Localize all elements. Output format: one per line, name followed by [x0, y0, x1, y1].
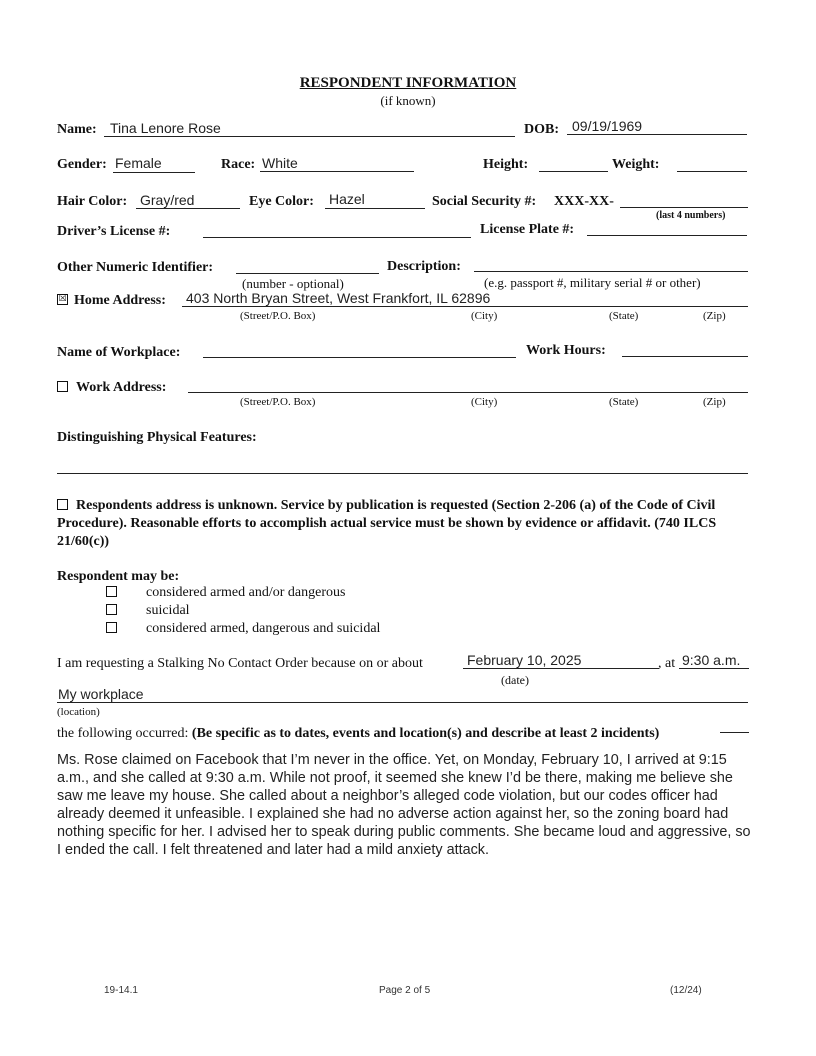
- occurred-lead: the following occurred:: [57, 726, 189, 741]
- work-address-checkbox[interactable]: [57, 381, 68, 392]
- unknown-address-text: Respondents address is unknown. Service by publication is requested (Section 2-206 (a) of the Code of Civil Procedure). Reasonable efforts to accomplish actual service must be shown by evidence or affidavit. (740 ILCS 21/60(c)): [57, 498, 717, 549]
- description-note: (e.g. passport #, military serial # or other): [484, 275, 701, 290]
- eye-label: Eye Color:: [249, 194, 314, 209]
- location-field[interactable]: My workplace: [58, 686, 144, 702]
- home-street-note: (Street/P.O. Box): [240, 310, 316, 322]
- page-title: RESPONDENT INFORMATION: [299, 75, 517, 91]
- location-note: (location): [57, 706, 100, 718]
- request-date-note: (date): [501, 673, 529, 687]
- other-id-note: (number - optional): [242, 276, 344, 291]
- occurred-instruction: (Be specific as to dates, events and location(s) and describe at least 2 incidents): [191, 726, 660, 741]
- may-be-checkbox-suicidal[interactable]: [106, 604, 117, 615]
- may-be-checkbox-all[interactable]: [106, 622, 117, 633]
- race-field[interactable]: White: [262, 155, 298, 171]
- name-field[interactable]: Tina Lenore Rose: [110, 120, 221, 136]
- dob-field[interactable]: 09/19/1969: [572, 118, 643, 134]
- request-time-field[interactable]: 9:30 a.m.: [682, 652, 741, 668]
- unknown-address-paragraph: [57, 497, 757, 551]
- work-hours-label: Work Hours:: [526, 343, 606, 358]
- work-city-note: (City): [471, 396, 498, 408]
- occurred-line: [57, 726, 659, 742]
- gender-field[interactable]: Female: [115, 155, 162, 171]
- work-zip-note: (Zip): [703, 396, 726, 408]
- work-street-note: (Street/P.O. Box): [240, 396, 316, 408]
- request-at: , at: [658, 656, 676, 671]
- footer-page-number: Page 2 of 5: [379, 985, 431, 996]
- may-be-option-text: suicidal: [146, 603, 190, 618]
- name-label: Name:: [57, 122, 97, 137]
- home-city-note: (City): [471, 310, 498, 322]
- may-be-label: Respondent may be:: [57, 569, 180, 584]
- work-address-label-text: Work Address:: [76, 380, 167, 395]
- features-label: Distinguishing Physical Features:: [57, 430, 257, 445]
- description-label: Description:: [387, 259, 461, 274]
- other-id-label: Other Numeric Identifier:: [57, 260, 214, 275]
- may-be-option-text: considered armed, dangerous and suicidal: [146, 621, 381, 636]
- home-address-label: [57, 293, 166, 309]
- race-label: Race:: [221, 157, 256, 172]
- hair-field[interactable]: Gray/red: [140, 192, 195, 208]
- may-be-option: [106, 621, 380, 637]
- license-plate-label: License Plate #:: [480, 222, 575, 237]
- may-be-checkbox-armed[interactable]: [106, 586, 117, 597]
- workplace-label: Name of Workplace:: [57, 345, 181, 360]
- request-date-field[interactable]: February 10, 2025: [467, 652, 582, 668]
- may-be-option: [106, 603, 190, 619]
- ssn-note: (last 4 numbers): [656, 210, 726, 221]
- home-zip-note: (Zip): [703, 310, 726, 322]
- home-state-note: (State): [609, 310, 639, 322]
- home-address-field[interactable]: 403 North Bryan Street, West Frankfort, IL 62896: [186, 290, 491, 306]
- ssn-prefix: XXX-XX-: [554, 194, 614, 209]
- hair-label: Hair Color:: [57, 194, 128, 209]
- request-text: I am requesting a Stalking No Contact Order because on or about: [57, 656, 423, 671]
- may-be-option-text: considered armed and/or dangerous: [146, 585, 346, 600]
- work-address-label: [57, 380, 166, 396]
- home-address-label-text: Home Address:: [74, 293, 166, 308]
- home-address-checkbox[interactable]: ☒: [58, 294, 67, 305]
- dob-label: DOB:: [524, 122, 559, 137]
- height-label: Height:: [483, 157, 529, 172]
- page-subtitle: (if known): [380, 93, 436, 108]
- incident-narrative[interactable]: Ms. Rose claimed on Facebook that I’m never in the office. Yet, on Monday, February 10, I arrived at 9:15 a.m., and she called at 9:30 a.m. While not proof, it seemed she knew I’d be there, making me believe she saw me leave my house. She called about a neighbor’s alleged code violation, but our codes officer had already deemed it unfeasible. I explained she had no adverse action against her, so the zoning board had nothing specific for her. I advised her to speak during public comments. She became loud and aggressive, so I ended the call. I felt threatened and later had a mild anxiety attack.: [57, 752, 751, 858]
- eye-field[interactable]: Hazel: [329, 191, 365, 207]
- ssn-label: Social Security #:: [432, 194, 537, 209]
- work-state-note: (State): [609, 396, 639, 408]
- footer-revision: (12/24): [670, 985, 702, 996]
- gender-label: Gender:: [57, 157, 107, 172]
- may-be-option: [106, 585, 345, 601]
- weight-label: Weight:: [612, 157, 660, 172]
- unknown-address-checkbox[interactable]: [57, 499, 68, 510]
- footer-form-id: 19-14.1: [104, 985, 138, 996]
- drivers-license-label: Driver’s License #:: [57, 224, 171, 239]
